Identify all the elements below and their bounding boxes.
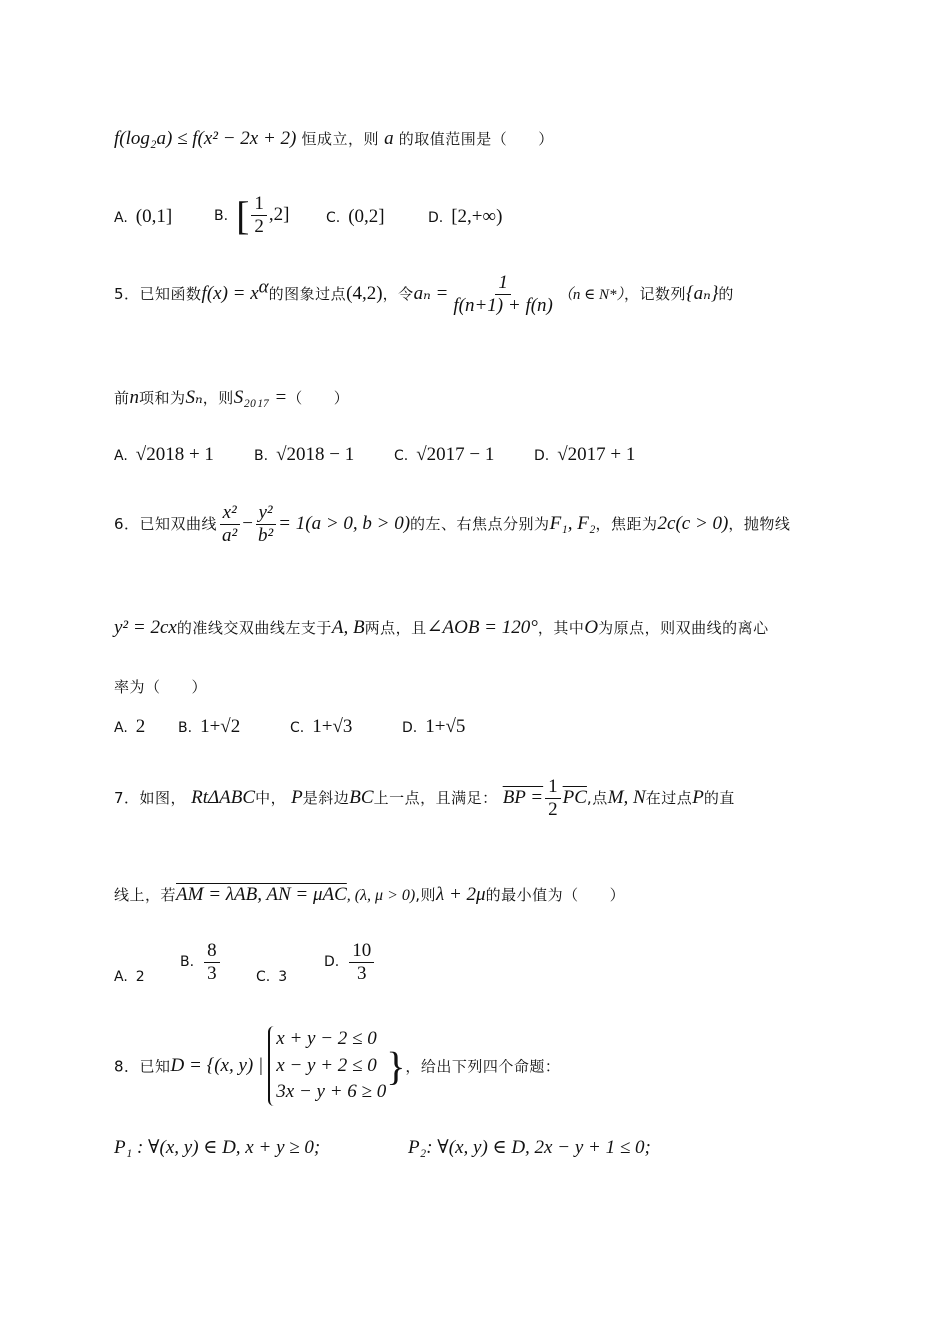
- q7-option-b[interactable]: B. $\frac{8}{3}$: [180, 940, 222, 985]
- q4-tail: 的取值范围是（ ）: [398, 130, 554, 148]
- q8-p1: P₁ : ∀(x, y) ∈ D, x + y ≥ 0;: [114, 1137, 321, 1158]
- q4-stem-line: [114, 128, 554, 150]
- q4-option-a[interactable]: A. (0,1]: [114, 206, 173, 227]
- q4-text: 恒成立，则: [301, 130, 379, 148]
- q6-stem-line3: 率为（ ）: [114, 678, 208, 696]
- q4-option-d[interactable]: D. [2,+∞): [428, 206, 503, 227]
- q5-option-b[interactable]: B. √2018 − 1: [254, 444, 355, 465]
- q5-option-c[interactable]: C. √2017 − 1: [394, 444, 495, 465]
- q6-option-d[interactable]: D. 1+√5: [402, 716, 466, 737]
- q5-stem-line2: 前n项和为Sₙ，则S₂₀₁₇ =（ ）: [114, 387, 350, 408]
- q6-stem-line1: 6．已知双曲线 $\frac{\text{x²}}{\text{a²}}$ − $\frac{\text{y²}}{\text{b²}}$ = 1(a > 0, b > 0)的左、右焦点分别为F₁, F₂，焦距为2c(c > 0)，抛物线: [114, 502, 791, 546]
- q7-option-d[interactable]: D. $\frac{10}{3}$: [324, 940, 376, 985]
- q5-fraction: $\frac{1}{f(n+1) + f(n)}$: [453, 272, 553, 316]
- q5-stem-line1: 5．已知函数$f(x) = x^\alpha$的图象过点(4,2)，令aₙ = $\frac{1}{f(n+1) + f(n)}$ （n ∈ N*），记数列{aₙ}的: [114, 272, 734, 316]
- q7-option-a[interactable]: A. 2: [114, 969, 145, 985]
- q4-option-c[interactable]: C. (0,2]: [326, 206, 385, 227]
- q8-constraint: x − y + 2 ≤ 0: [276, 1054, 377, 1076]
- q5-option-a[interactable]: A. √2018 + 1: [114, 444, 214, 465]
- q6-option-a[interactable]: A. 2: [114, 716, 146, 737]
- q7-stem-line2: 线上，若AM = λAB, AN = μAC, (λ, μ > 0),则λ + 2μ的最小值为（ ）: [114, 884, 626, 905]
- q8-constraint-system: [268, 1026, 386, 1106]
- q7-stem-line1: 7．如图， RtΔABC中， P是斜边BC上一点，且满足： BP = $\frac{1}{2}$ $\overline{PC}$,点M, N在过点P的直: [114, 776, 735, 820]
- q6-stem-line2: y² = 2cx的准线交双曲线左支于A, B两点，且∠AOB = 120°，其中O为原点，则双曲线的离心: [114, 617, 769, 638]
- q6-option-c[interactable]: C. 1+√3: [290, 716, 353, 737]
- q4-inequality: f(log₂a) ≤ f(x² − 2x + 2): [114, 128, 297, 149]
- q8-constraint: 3x − y + 6 ≥ 0: [276, 1081, 387, 1103]
- q8-stem: 8．已知D = {(x, y) | x + y − 2 ≤ 0 x − y + 2 ≤ 0 3x − y + 6 ≥ 0 }，给出下列四个命题：: [114, 1026, 560, 1106]
- q5-option-d[interactable]: D. √2017 + 1: [534, 444, 636, 465]
- q6-option-b[interactable]: B. 1+√2: [178, 716, 241, 737]
- q7-option-c[interactable]: C. 3: [256, 969, 288, 985]
- q8-constraint: x + y − 2 ≤ 0: [276, 1028, 377, 1049]
- q4-option-b[interactable]: B. [ $\frac{1}{2}$ ,2]: [214, 193, 290, 238]
- q8-p2: P₂: ∀(x, y) ∈ D, 2x − y + 1 ≤ 0;: [408, 1137, 651, 1158]
- q4-var: a: [384, 128, 394, 149]
